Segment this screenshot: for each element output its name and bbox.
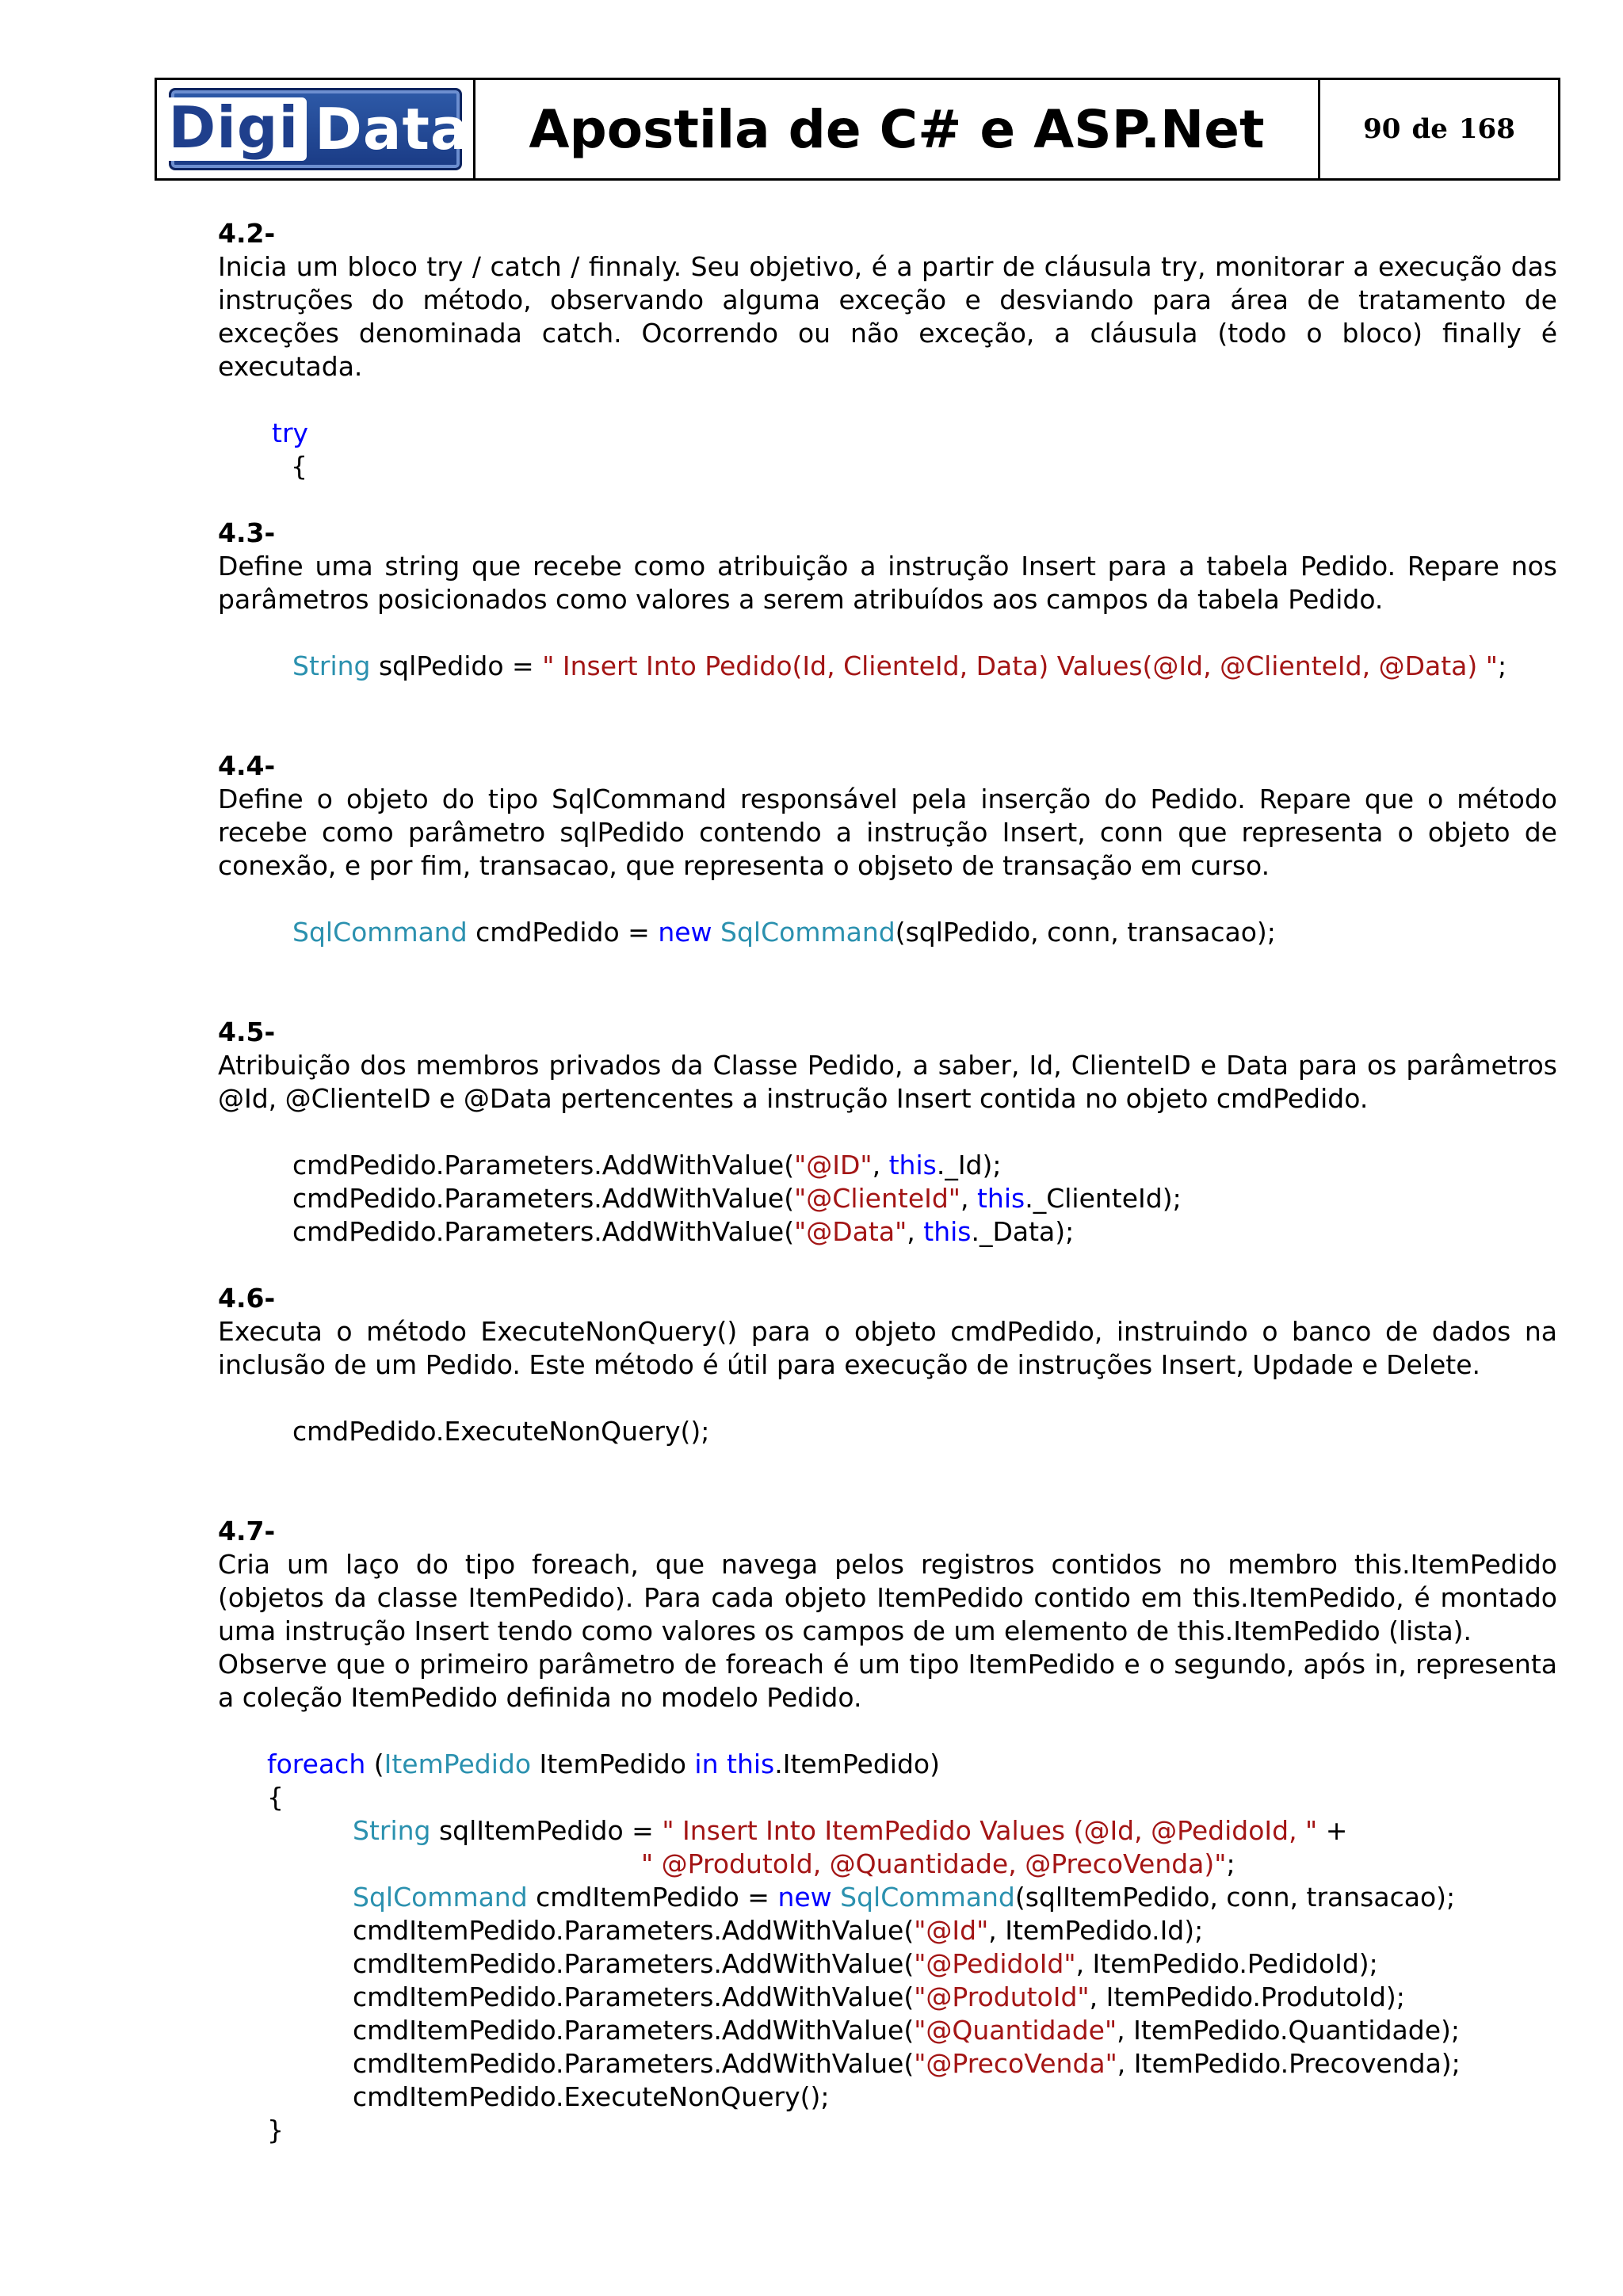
logo-text-right: Data xyxy=(315,96,470,162)
code-text: ._Data); xyxy=(971,1216,1075,1247)
code-text: cmdPedido.Parameters.AddWithValue( xyxy=(292,1183,795,1214)
type-sqlcommand: SqlCommand xyxy=(720,917,896,948)
keyword-this: this xyxy=(923,1216,972,1247)
section-number-4-4: 4.4- xyxy=(218,750,276,781)
section-text-4-4: Define o objeto do tipo SqlCommand responsável pela inserção do Pedido. Repare que o método recebe como parâmetro sqlPedido contendo a instrução Insert, conn que representa o objeto de conexão, e por fim, transacao, que representa o objseto de transação em curso. xyxy=(218,784,1557,881)
code-open-brace xyxy=(218,450,1557,483)
section-number-4-2: 4.2- xyxy=(218,218,276,249)
code-text: ._Id); xyxy=(936,1150,1002,1180)
type-itempedido: ItemPedido xyxy=(384,1749,532,1779)
code-text: ( xyxy=(365,1749,384,1779)
code-text: ; xyxy=(1226,1848,1235,1879)
keyword-this: this xyxy=(888,1150,937,1180)
section-text-4-6: Executa o método ExecuteNonQuery() para o objeto cmdPedido, instruindo o banco de dados na inclusão de um Pedido. Este método é útil para execução de instruções Insert, Updade e Delete. xyxy=(218,1316,1557,1380)
code-param-line xyxy=(218,1215,1557,1249)
string-literal: "@Quantidade" xyxy=(914,2015,1117,2046)
section-number-4-5: 4.5- xyxy=(218,1016,276,1047)
string-literal: "@ID" xyxy=(794,1150,873,1180)
code-cmd-pedido xyxy=(218,916,1557,949)
type-sqlcommand: SqlCommand xyxy=(353,1882,528,1913)
code-text: + xyxy=(1317,1815,1348,1846)
page-content xyxy=(218,217,1557,2147)
keyword-try: try xyxy=(272,418,309,448)
code-text xyxy=(719,1749,727,1779)
code-param-line xyxy=(218,1182,1557,1215)
section-text-4-7-note: Observe que o primeiro parâmetro de foreach é um tipo ItemPedido e o segundo, após in, representa a coleção ItemPedido definida no modelo Pedido. xyxy=(218,1649,1557,1713)
title-cell xyxy=(475,80,1320,178)
type-sqlcommand: SqlCommand xyxy=(292,917,468,948)
section-text-4-3: Define uma string que recebe como atribuição a instrução Insert para a tabela Pedido. Repare nos parâmetros posicionados como valores a serem atribuídos aos campos da tabela Pedido. xyxy=(218,551,1557,615)
code-text: .ItemPedido) xyxy=(774,1749,940,1779)
code-sql-itempedido-cont xyxy=(218,1848,1557,1881)
code-item-param xyxy=(218,1914,1557,1947)
keyword-this: this xyxy=(976,1183,1025,1214)
string-literal: "@PrecoVenda" xyxy=(914,2048,1117,2079)
section-number-4-3: 4.3- xyxy=(218,517,276,548)
code-text: cmdItemPedido.Parameters.AddWithValue( xyxy=(353,2015,915,2046)
page-header xyxy=(155,78,1560,181)
code-text: cmdItemPedido.Parameters.AddWithValue( xyxy=(353,1948,915,1979)
code-text: cmdPedido.Parameters.AddWithValue( xyxy=(292,1216,795,1247)
document-title: Apostila de C# e ASP.Net xyxy=(529,98,1265,160)
code-text: , xyxy=(872,1150,889,1180)
code-text: , xyxy=(960,1183,977,1214)
keyword-new: new xyxy=(777,1882,832,1913)
string-literal: " Insert Into ItemPedido Values (@Id, @PedidoId, " xyxy=(662,1815,1318,1846)
code-item-execute: cmdItemPedido.ExecuteNonQuery(); xyxy=(353,2081,830,2112)
code-text: sqlPedido = xyxy=(370,650,543,681)
code-text: cmdItemPedido.Parameters.AddWithValue( xyxy=(353,2048,915,2079)
keyword-new: new xyxy=(658,917,712,948)
code-text: , ItemPedido.ProdutoId); xyxy=(1089,1981,1405,2012)
string-literal: "@ClienteId" xyxy=(794,1183,960,1214)
code-text: , ItemPedido.PedidoId); xyxy=(1075,1948,1378,1979)
code-item-param xyxy=(218,1981,1557,2014)
section-text-4-5: Atribuição dos membros privados da Classe Pedido, a saber, Id, ClienteID e Data para os parâmetros @Id, @ClienteID e @Data pertencentes a instrução Insert contida no objeto cmdPedido. xyxy=(218,1050,1557,1114)
code-foreach xyxy=(218,1748,1557,1781)
type-string: String xyxy=(353,1815,431,1846)
page-counter xyxy=(1320,80,1558,178)
digidata-logo xyxy=(168,88,470,170)
logo-text-left: Digi xyxy=(160,97,307,161)
code-cmd-itempedido xyxy=(218,1881,1557,1914)
code-execute: cmdPedido.ExecuteNonQuery(); xyxy=(292,1416,710,1447)
section-number-4-7: 4.7- xyxy=(218,1516,276,1547)
keyword-in: in xyxy=(694,1749,719,1779)
keyword-this: this xyxy=(727,1749,775,1779)
code-foreach-close: } xyxy=(267,2115,284,2145)
code-text: cmdItemPedido.Parameters.AddWithValue( xyxy=(353,1915,915,1946)
string-literal: "@ProdutoId" xyxy=(914,1981,1090,2012)
code-text: sqlItemPedido = xyxy=(430,1815,663,1846)
code-item-param xyxy=(218,1947,1557,1981)
type-sqlcommand: SqlCommand xyxy=(840,1882,1015,1913)
code-text: cmdPedido.Parameters.AddWithValue( xyxy=(292,1150,795,1180)
code-text: , ItemPedido.Id); xyxy=(988,1915,1204,1946)
logo-cell xyxy=(157,80,475,178)
code-try xyxy=(218,417,1557,450)
code-text: cmdPedido = xyxy=(467,917,659,948)
code-text: (sqlItemPedido, conn, transacao); xyxy=(1014,1882,1456,1913)
code-text: , ItemPedido.Quantidade); xyxy=(1117,2015,1460,2046)
code-text: ItemPedido xyxy=(531,1749,695,1779)
string-literal: "@Id" xyxy=(914,1915,989,1946)
string-literal: "@Data" xyxy=(794,1216,907,1247)
keyword-foreach: foreach xyxy=(267,1749,366,1779)
code-item-param xyxy=(218,2014,1557,2047)
code-sql-pedido xyxy=(218,650,1557,683)
code-text: (sqlPedido, conn, transacao); xyxy=(895,917,1276,948)
code-text: cmdItemPedido = xyxy=(527,1882,778,1913)
code-param-line xyxy=(218,1149,1557,1182)
code-text: ; xyxy=(1497,650,1507,681)
code-item-param xyxy=(218,2047,1557,2081)
code-text: ._ClienteId); xyxy=(1025,1183,1182,1214)
page-total: 168 xyxy=(1458,113,1515,145)
section-number-4-6: 4.6- xyxy=(218,1283,276,1314)
string-literal: " Insert Into Pedido(Id, ClienteId, Data) Values(@Id, @ClienteId, @Data) " xyxy=(542,650,1498,681)
code-foreach-open: { xyxy=(267,1782,284,1813)
code-text: , ItemPedido.Precovenda); xyxy=(1117,2048,1461,2079)
page-number: 90 xyxy=(1363,113,1401,145)
section-text-4-7: Cria um laço do tipo foreach, que navega pelos registros contidos no membro this.ItemPedido (objetos da classe ItemPedido). Para cada objeto ItemPedido contido em this.ItemPedido, é montado uma instrução Insert tendo como valores os campos de um elemento de this.ItemPedido (lista). xyxy=(218,1549,1557,1646)
type-string: String xyxy=(292,650,371,681)
brace-open: { xyxy=(291,451,307,482)
code-sql-itempedido xyxy=(218,1814,1557,1848)
section-text-4-2: Inicia um bloco try / catch / finnaly. Seu objetivo, é a partir de cláusula try, monitorar a execução das instruções do método, observando alguma exceção e desviando para área de tratamento de exceções denominada catch. Ocorrendo ou não exceção, a cláusula (todo o bloco) finally é executada. xyxy=(218,251,1557,382)
string-literal: " @ProdutoId, @Quantidade, @PrecoVenda)" xyxy=(641,1848,1227,1879)
code-text: , xyxy=(907,1216,924,1247)
string-literal: "@PedidoId" xyxy=(914,1948,1076,1979)
page-separator: de xyxy=(1411,113,1448,145)
code-text: cmdItemPedido.Parameters.AddWithValue( xyxy=(353,1981,915,2012)
